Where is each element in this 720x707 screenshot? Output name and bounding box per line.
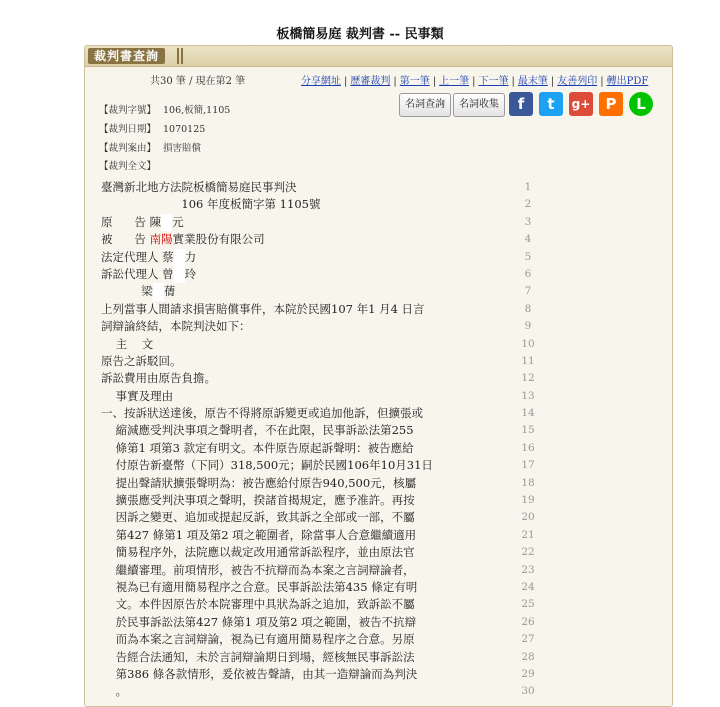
- nav-link[interactable]: 歷審裁判: [350, 76, 391, 87]
- highlighted-name: 南陽: [149, 232, 173, 247]
- case-cause-label: 【裁判案由】: [99, 143, 157, 154]
- line-number: 1: [524, 181, 532, 193]
- line-number: 29: [521, 667, 535, 680]
- full-text-row: [99, 158, 156, 172]
- line-number: 5: [524, 250, 532, 263]
- line-number: 8: [524, 302, 532, 315]
- party-label: 訴訟代理人 曾: [101, 266, 174, 281]
- judgment-line: 一、按訴狀送達後，原告不得將原訴變更或追加他訴，但擴張或: [101, 406, 423, 421]
- line-number: 19: [521, 494, 535, 507]
- case-number-value: 106,板簡,1105: [163, 105, 231, 116]
- nav-links: [301, 72, 648, 87]
- line-number: 10: [521, 337, 535, 350]
- line-icon[interactable]: L: [629, 92, 653, 116]
- line-number: 22: [521, 546, 535, 559]
- nav-separator: |: [600, 76, 604, 87]
- judgment-line: 106 年度板簡字第 1105號: [101, 197, 321, 212]
- judgment-line: 提出聲請狀擴張聲明為：被告應給付原告940,500元，核屬: [101, 475, 417, 490]
- line-number: 25: [521, 598, 535, 611]
- party-name: 實業股份有限公司: [172, 232, 265, 247]
- nav-separator: |: [432, 76, 437, 87]
- tab-judgment-query[interactable]: 裁判書查詢: [88, 48, 165, 64]
- nav-separator: |: [393, 76, 397, 87]
- party-label: 被 告: [101, 232, 150, 247]
- nav-separator: |: [344, 76, 348, 87]
- case-date-value: 1070125: [163, 124, 206, 135]
- nav-link[interactable]: 友善列印: [557, 76, 598, 87]
- line-number: 18: [521, 476, 535, 489]
- tab-decoration: [177, 48, 183, 64]
- redaction-mask: O: [153, 283, 164, 300]
- page-title: 板橋簡易庭 裁判書 -- 民事類: [276, 27, 444, 42]
- party-name: 力: [184, 249, 197, 264]
- line-number: 11: [521, 354, 535, 367]
- case-cause-value: 損害賠償: [163, 143, 202, 154]
- line-number: 17: [521, 459, 535, 472]
- term-collect-button[interactable]: 名詞收集: [453, 93, 505, 117]
- line-number: 28: [521, 650, 535, 663]
- twitter-icon[interactable]: t: [539, 92, 563, 116]
- judgment-text: [101, 179, 551, 701]
- case-date-label: 【裁判日期】: [99, 124, 157, 135]
- party-label: 法定代理人 蔡: [101, 249, 174, 264]
- nav-link[interactable]: 上一筆: [439, 76, 470, 87]
- nav-separator: |: [550, 76, 555, 87]
- judgment-line: [101, 231, 551, 248]
- nav-link[interactable]: 最末筆: [517, 76, 548, 87]
- case-cause-row: [99, 140, 201, 154]
- party-label: 梁: [101, 284, 153, 299]
- plurk-icon[interactable]: P: [599, 92, 623, 116]
- line-number: 2: [524, 198, 532, 211]
- line-number: 9: [524, 320, 532, 333]
- judgment-line: 。: [101, 684, 128, 699]
- judgment-line: 因訴之變更、追加或提起反訴，致其訴之全部或一部，不屬: [101, 510, 415, 525]
- party-label: 原 告 陳: [101, 214, 162, 229]
- tab-bar: [85, 46, 672, 67]
- line-number: 20: [521, 511, 535, 524]
- judgment-line: 於民事訴訟法第427 條第1 項及第2 項之範圍，被告不抗辯: [101, 614, 417, 629]
- nav-link[interactable]: 分享網址: [301, 76, 341, 87]
- full-text-label: 【裁判全文】: [99, 161, 157, 172]
- line-number: 27: [521, 633, 535, 646]
- judgment-line: 原告之訴駁回。: [101, 353, 182, 368]
- redaction-mask: O: [174, 266, 185, 283]
- case-number-row: [99, 102, 230, 116]
- judgment-line: 繼續審理。前項情形，被告不抗辯而為本案之言詞辯論者，: [101, 562, 415, 577]
- line-number: 6: [524, 267, 532, 280]
- redaction-mask: O: [174, 249, 185, 266]
- nav-link[interactable]: 第一筆: [399, 76, 430, 87]
- judgment-line: 視為已有適用簡易程序之合意。民事訴訟法第435 條定有明: [101, 579, 418, 594]
- judgment-line: [101, 214, 551, 231]
- case-date-row: [99, 121, 205, 135]
- judgment-line: 臺灣新北地方法院板橋簡易庭民事判決: [101, 180, 297, 194]
- line-numbers: [513, 179, 543, 701]
- judgment-line: 上列當事人間請求損害賠償事件，本院於民國107 年1 月4 日言: [101, 301, 425, 316]
- line-number: 15: [521, 424, 535, 437]
- line-number: 7: [524, 285, 532, 298]
- party-name: 玲: [184, 266, 197, 281]
- line-number: 13: [521, 389, 535, 402]
- judgment-line: 詞辯論終結，本院判決如下：: [101, 319, 251, 334]
- record-count: 共30 筆 / 現在第2 筆: [150, 76, 246, 87]
- judgment-line: 告經合法通知，未於言詞辯論期日到場，經核無民事訴訟法: [101, 649, 415, 664]
- nav-link[interactable]: 轉出PDF: [606, 76, 649, 87]
- line-number: 21: [521, 528, 535, 541]
- judgment-line: 縮減應受判決事項之聲明者，不在此限，民事訴訟法第255: [101, 423, 414, 438]
- judgment-line: 主 文: [101, 336, 154, 351]
- judgment-line: 簡易程序外，法院應以裁定改用通常訴訟程序，並由原法官: [101, 545, 415, 560]
- line-number: 3: [524, 215, 532, 228]
- judgment-line: [101, 249, 551, 266]
- judgment-line: [101, 283, 551, 300]
- judgment-line: 訴訟費用由原告負擔。: [101, 371, 216, 386]
- judgment-line: 第427 條第1 項及第2 項之範圍者，除當事人合意繼續適用: [101, 527, 417, 542]
- term-query-button[interactable]: 名詞查詢: [399, 93, 451, 117]
- judgment-line: 付原告新臺幣（下同）318,500元；嗣於民國106年10月31日: [101, 458, 433, 473]
- redaction-mask: O: [161, 214, 172, 231]
- line-number: 26: [521, 615, 535, 628]
- judgment-line: 而為本案之言詞辯論，視為已有適用簡易程序之合意。另原: [101, 632, 415, 647]
- line-number: 16: [521, 441, 535, 454]
- judgment-line: 擴張應受判決事項之聲明，揆諸首揭規定，應予准許。再按: [101, 493, 415, 508]
- judgment-line: 條第1 項第3 款定有明文。本件原告原起訴聲明：被告應給: [101, 440, 414, 455]
- party-name: 元: [172, 214, 184, 229]
- line-number: 23: [521, 563, 535, 576]
- line-number: 4: [524, 233, 532, 246]
- line-number: 24: [521, 580, 535, 593]
- judgment-line: 事實及理由: [101, 388, 174, 403]
- judgment-line: 文。本件因原告於本院審理中具狀為訴之追加，致訴訟不屬: [101, 597, 415, 612]
- nav-link[interactable]: 下一筆: [478, 76, 509, 87]
- judgment-line: [101, 266, 551, 283]
- nav-separator: |: [472, 76, 476, 87]
- line-number: 12: [521, 372, 535, 385]
- line-number: 30: [521, 685, 535, 698]
- google-plus-icon[interactable]: g+: [569, 92, 593, 116]
- facebook-icon[interactable]: f: [509, 92, 533, 116]
- line-number: 14: [521, 407, 535, 420]
- judgment-panel: [84, 45, 673, 707]
- judgment-line: 第386 條各款情形，爰依被告聲請，由其一造辯論而為判決: [101, 666, 418, 681]
- case-number-label: 【裁判字號】: [99, 105, 157, 116]
- party-name: 蒨: [163, 284, 176, 299]
- nav-separator: |: [511, 76, 515, 87]
